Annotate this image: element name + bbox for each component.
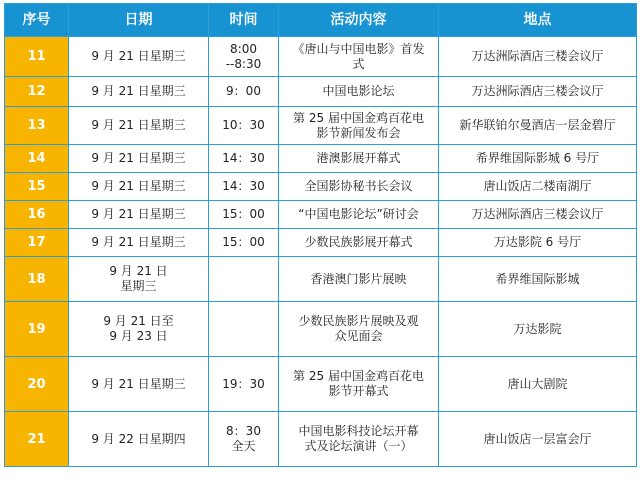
table-row xyxy=(5,357,637,412)
row-place: 唐山饭店二楼南湖厅 xyxy=(439,173,637,201)
row-number: 11 xyxy=(5,37,69,77)
row-time: 9：00 xyxy=(209,77,279,107)
header-place: 地点 xyxy=(439,4,637,37)
row-event: 少数民族影片展映及观 众见面会 xyxy=(279,302,439,357)
row-time: 15：00 xyxy=(209,201,279,229)
row-event: 港澳影展开幕式 xyxy=(279,145,439,173)
row-number: 20 xyxy=(5,357,69,412)
row-number: 18 xyxy=(5,257,69,302)
row-number: 15 xyxy=(5,173,69,201)
row-date: 9 月 21 日星期三 xyxy=(69,229,209,257)
row-time: 15：00 xyxy=(209,229,279,257)
table-row xyxy=(5,257,637,302)
row-event: 香港澳门影片展映 xyxy=(279,257,439,302)
header-number: 序号 xyxy=(5,4,69,37)
table-row xyxy=(5,77,637,107)
row-event: 第 25 届中国金鸡百花电 影节新闻发布会 xyxy=(279,107,439,145)
row-event: “中国电影论坛”研讨会 xyxy=(279,201,439,229)
row-date: 9 月 22 日星期四 xyxy=(69,412,209,467)
table-row xyxy=(5,201,637,229)
row-time xyxy=(209,257,279,302)
row-event: 第 25 届中国金鸡百花电 影节开幕式 xyxy=(279,357,439,412)
table-header-row xyxy=(5,4,637,37)
header-time: 时间 xyxy=(209,4,279,37)
table-row xyxy=(5,173,637,201)
row-place: 万达洲际酒店三楼会议厅 xyxy=(439,201,637,229)
table-row xyxy=(5,37,637,77)
row-event: 少数民族影展开幕式 xyxy=(279,229,439,257)
row-place: 希界维国际影城 6 号厅 xyxy=(439,145,637,173)
row-date: 9 月 21 日星期三 xyxy=(69,357,209,412)
row-date: 9 月 21 日星期三 xyxy=(69,77,209,107)
row-date: 9 月 21 日星期三 xyxy=(69,173,209,201)
table-row xyxy=(5,412,637,467)
row-time: 8:00 --8:30 xyxy=(209,37,279,77)
row-number: 13 xyxy=(5,107,69,145)
row-date: 9 月 21 日星期三 xyxy=(69,145,209,173)
table-row xyxy=(5,302,637,357)
row-place: 万达影院 6 号厅 xyxy=(439,229,637,257)
table-row xyxy=(5,107,637,145)
row-place: 万达洲际酒店三楼会议厅 xyxy=(439,37,637,77)
row-time: 14：30 xyxy=(209,145,279,173)
row-place: 万达洲际酒店三楼会议厅 xyxy=(439,77,637,107)
row-number: 17 xyxy=(5,229,69,257)
row-time: 10：30 xyxy=(209,107,279,145)
row-time: 14：30 xyxy=(209,173,279,201)
row-event: 中国电影科技论坛开幕 式及论坛演讲（一） xyxy=(279,412,439,467)
row-number: 16 xyxy=(5,201,69,229)
header-event: 活动内容 xyxy=(279,4,439,37)
row-place: 希界维国际影城 xyxy=(439,257,637,302)
table-row xyxy=(5,229,637,257)
row-date: 9 月 21 日至 9 月 23 日 xyxy=(69,302,209,357)
row-place: 万达影院 xyxy=(439,302,637,357)
row-event: 全国影协秘书长会议 xyxy=(279,173,439,201)
row-place: 唐山大剧院 xyxy=(439,357,637,412)
row-date: 9 月 21 日星期三 xyxy=(69,107,209,145)
row-event: 中国电影论坛 xyxy=(279,77,439,107)
row-time xyxy=(209,302,279,357)
header-date: 日期 xyxy=(69,4,209,37)
row-time: 19：30 xyxy=(209,357,279,412)
row-place: 新华联铂尔曼酒店一层金碧厅 xyxy=(439,107,637,145)
row-number: 19 xyxy=(5,302,69,357)
schedule-table xyxy=(4,3,637,467)
row-number: 21 xyxy=(5,412,69,467)
table-row xyxy=(5,145,637,173)
row-date: 9 月 21 日 星期三 xyxy=(69,257,209,302)
row-place: 唐山饭店一层富会厅 xyxy=(439,412,637,467)
row-event: 《唐山与中国电影》首发 式 xyxy=(279,37,439,77)
row-number: 12 xyxy=(5,77,69,107)
row-date: 9 月 21 日星期三 xyxy=(69,37,209,77)
row-number: 14 xyxy=(5,145,69,173)
row-time: 8：30 全天 xyxy=(209,412,279,467)
row-date: 9 月 21 日星期三 xyxy=(69,201,209,229)
